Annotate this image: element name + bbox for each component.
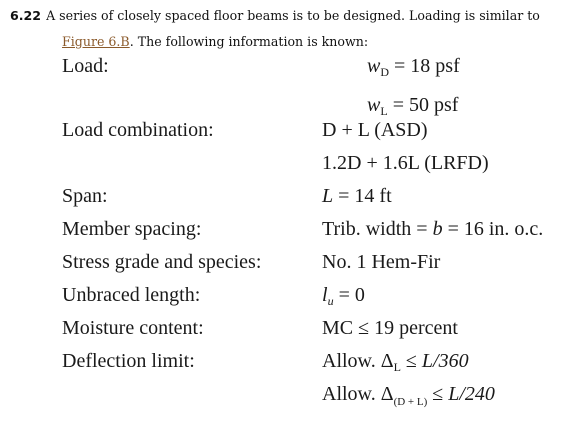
dead-load-symbol: w [367, 55, 381, 77]
dead-load-amount: = 18 psf [389, 55, 460, 77]
moisture-label: Moisture content: [62, 317, 204, 339]
deflection-live-subscript: L [393, 360, 401, 374]
spacing-amount: = 16 in. o.c. [442, 218, 544, 240]
grade-label: Stress grade and species: [62, 251, 262, 273]
live-load-symbol: w [367, 94, 381, 116]
unbraced-label: Unbraced length: [62, 284, 201, 306]
span-label: Span: [62, 185, 108, 207]
span-amount: = 14 ft [333, 185, 392, 207]
problem-statement-line-2 [62, 34, 368, 49]
problem-statement-line-1 [10, 8, 540, 23]
problem-text: A series of closely spaced floor beams is to be designed. Loading is similar to [46, 8, 540, 23]
dead-load-subscript: D [380, 65, 390, 79]
spacing-prefix: Trib. width = [322, 218, 433, 240]
live-load-amount: = 50 psf [387, 94, 459, 116]
span-symbol: L [322, 185, 334, 207]
combination-lrfd: 1.2D + 1.6L (LRFD) [322, 152, 489, 174]
unbraced-symbol: l [322, 284, 328, 306]
deflection-total-limit: L/240 [448, 383, 495, 405]
figure-link[interactable]: Figure 6.B [62, 34, 130, 49]
unbraced-value [322, 284, 365, 308]
grade-value: No. 1 Hem-Fir [322, 251, 441, 273]
spacing-value [322, 219, 543, 239]
deflection-total-prefix: Allow. Δ [322, 383, 394, 405]
unbraced-subscript: u [327, 294, 334, 308]
live-load-subscript: L [380, 104, 388, 118]
live-load-value [367, 94, 459, 118]
unbraced-amount: = 0 [333, 284, 365, 306]
combination-label: Load combination: [62, 119, 214, 141]
deflection-total-subscript: (D + L) [393, 396, 428, 408]
problem-text-continued: . The following information is known: [129, 34, 369, 49]
load-label: Load: [62, 55, 109, 77]
combination-asd: D + L (ASD) [322, 119, 428, 141]
dead-load-value [367, 55, 460, 79]
span-value [322, 186, 392, 206]
deflection-live-prefix: Allow. Δ [322, 350, 394, 372]
spacing-symbol: b [432, 218, 443, 240]
moisture-value: MC ≤ 19 percent [322, 317, 458, 339]
problem-number: 6.22 [10, 8, 42, 23]
spacing-label: Member spacing: [62, 218, 202, 240]
deflection-live-value [322, 350, 469, 374]
deflection-live-limit: L/360 [421, 350, 469, 372]
deflection-total-operator: ≤ [427, 383, 449, 405]
deflection-total-value [322, 383, 495, 408]
deflection-label: Deflection limit: [62, 350, 195, 372]
deflection-live-operator: ≤ [400, 350, 422, 372]
